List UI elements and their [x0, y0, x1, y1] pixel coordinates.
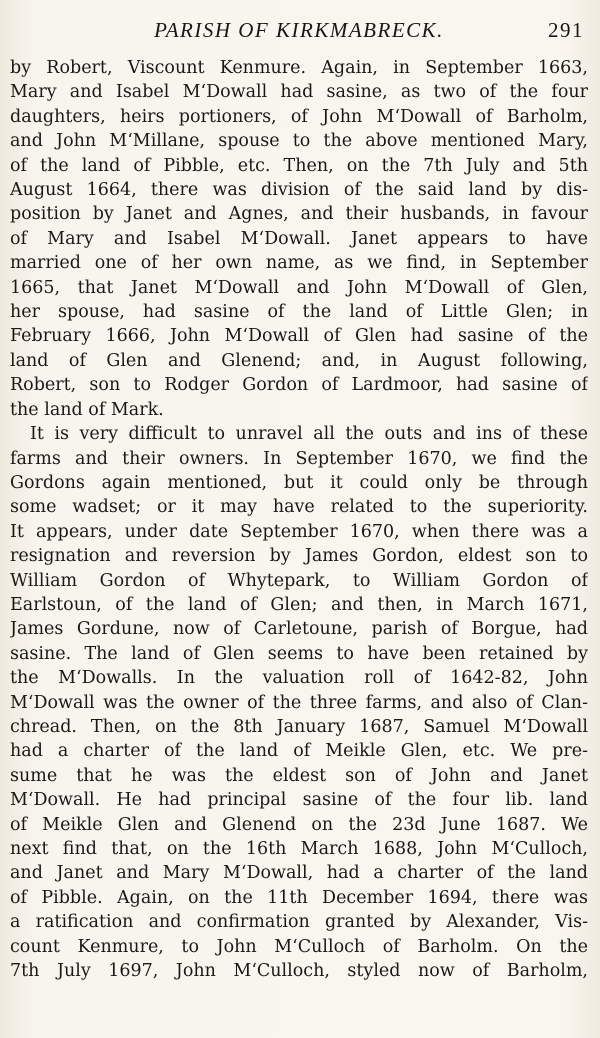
- text-line: Gordons again mentioned, but it could only be through: [10, 472, 588, 493]
- text-line: February 1666, John M‘Dowall of Glen had sasine of the: [10, 326, 588, 347]
- text-line: William Gordon of Whytepark, to William Gordon of: [10, 570, 588, 591]
- running-title: PARISH OF KIRKMABRECK.: [154, 18, 444, 42]
- text-line: position by Janet and Agnes, and their husbands, in favour: [10, 204, 588, 225]
- text-line: daughters, heirs portioners, of John M‘Dowall of Barholm,: [10, 106, 588, 127]
- text-line: and Janet and Mary M‘Dowall, had a charter of the land: [10, 863, 588, 884]
- text-line: had a charter of the land of Meikle Glen, etc. We pre-: [10, 741, 588, 762]
- text-line: count Kenmure, to John M‘Culloch of Barholm. On the: [10, 936, 588, 957]
- page-number: 291: [548, 18, 584, 42]
- text-line: of the land of Pibble, etc. Then, on the 7th July and 5th: [10, 155, 588, 176]
- text-line: chread. Then, on the 8th January 1687, Samuel M‘Dowall: [10, 716, 588, 737]
- paragraph-1: [10, 56, 588, 422]
- text-line: It appears, under date September 1670, when there was a: [10, 521, 588, 542]
- text-line: some wadset; or it may have related to the superiority.: [10, 497, 588, 518]
- paragraph-2: [10, 422, 588, 983]
- text-line: next find that, on the 16th March 1688, John M‘Culloch,: [10, 839, 588, 859]
- text-line: a ratification and confirmation granted by Alexander, Vis-: [10, 912, 588, 933]
- text-line: of Pibble. Again, on the 11th December 1694, there was: [10, 887, 588, 908]
- text-line: James Gordune, now of Carletoune, parish of Borgue, had: [10, 619, 588, 640]
- text-line: M‘Dowall. He had principal sasine of the four lib. land: [10, 790, 588, 811]
- text-line: Mary and Isabel M‘Dowall had sasine, as two of the four: [10, 82, 588, 103]
- text-line: August 1664, there was division of the said land by dis-: [10, 180, 588, 201]
- text-line: married one of her own name, as we find, in September: [10, 253, 588, 274]
- text-line: M‘Dowall was the owner of the three farms, and also of Clan-: [10, 692, 588, 713]
- text-line: the M‘Dowalls. In the valuation roll of 1642-82, John: [10, 668, 588, 689]
- text-line: by Robert, Viscount Kenmure. Again, in September 1663,: [10, 58, 588, 78]
- text-line: of Meikle Glen and Glenend on the 23d June 1687. We: [10, 814, 588, 835]
- text-line: sume that he was the eldest son of John and Janet: [10, 765, 588, 786]
- text-line: Earlstoun, of the land of Glen; and then, in March 1671,: [10, 594, 588, 615]
- running-head: [10, 18, 588, 56]
- text-line: of Mary and Isabel M‘Dowall. Janet appears to have: [10, 228, 588, 249]
- text-line: 1665, that Janet M‘Dowall and John M‘Dowall of Glen,: [10, 277, 588, 298]
- text-line: 7th July 1697, John M‘Culloch, styled now of Barholm,: [10, 961, 588, 982]
- text-line: and John M‘Millane, spouse to the above mentioned Mary,: [10, 131, 588, 152]
- text-line: her spouse, had sasine of the land of Little Glen; in: [10, 302, 588, 323]
- text-line: the land of Mark.: [10, 399, 164, 420]
- text-line: Robert, son to Rodger Gordon of Lardmoor, had sasine of: [10, 375, 588, 396]
- body-text: [10, 56, 588, 983]
- text-line: land of Glen and Glenend; and, in August following,: [10, 350, 588, 371]
- text-line: It is very difficult to unravel all the outs and ins of these: [30, 424, 588, 445]
- text-line: sasine. The land of Glen seems to have been retained by: [10, 643, 588, 664]
- text-line: farms and their owners. In September 1670, we find the: [10, 448, 588, 469]
- text-line: resignation and reversion by James Gordon, eldest son to: [10, 546, 588, 567]
